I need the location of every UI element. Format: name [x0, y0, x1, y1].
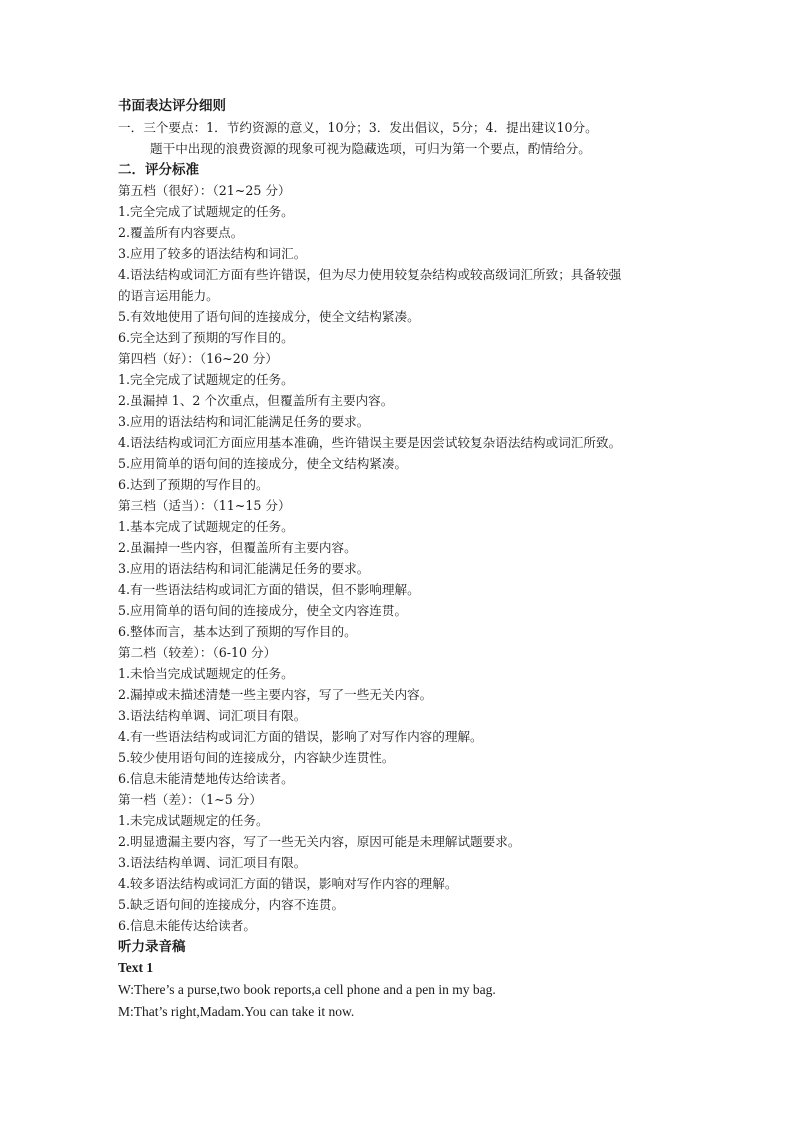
grade-5-item: 6.完全达到了预期的写作目的。 — [118, 330, 294, 345]
grade-2-heading: 第二档（较差）：（6-10 分） — [118, 645, 277, 660]
section-2-heading: 二．评分标准 — [118, 162, 199, 178]
grade-4-item: 3.应用的语法结构和词汇能满足任务的要求。 — [118, 414, 370, 429]
grade-4-item: 6.达到了预期的写作目的。 — [118, 477, 269, 492]
grade-5-item: 1.完全完成了试题规定的任务。 — [118, 204, 294, 219]
grade-2-item: 5.较少使用语句间的连接成分，内容缺少连贯性。 — [118, 750, 395, 765]
listening-title: 听力录音稿 — [118, 939, 186, 955]
section-1-points: 一．三个要点：1．节约资源的意义，10分；3．发出倡议，5分；4．提出建议10分。 — [118, 120, 598, 135]
grade-5-item: 5.有效地使用了语句间的连接成分，使全文结构紧凑。 — [118, 309, 420, 324]
section-1-note: 题干中出现的浪费资源的现象可视为隐藏选项，可归为第一个要点，酌情给分。 — [150, 141, 591, 156]
grade-2-item: 2.漏掉或未描述清楚一些主要内容，写了一些无关内容。 — [118, 687, 433, 702]
grade-4-heading: 第四档（好）：（16~20 分） — [118, 351, 278, 366]
grade-5-item-cont: 的语言运用能力。 — [118, 288, 219, 303]
grade-3-item: 6.整体而言，基本达到了预期的写作目的。 — [118, 624, 357, 639]
grade-4-item: 1.完全完成了试题规定的任务。 — [118, 372, 294, 387]
grade-5-heading: 第五档（很好）：（21~25 分） — [118, 183, 291, 198]
dialogue-line: M:That’s right,Madam.You can take it now. — [118, 1004, 355, 1019]
writing-title: 书面表达评分细则 — [118, 98, 226, 114]
grade-4-item: 5.应用简单的语句间的连接成分，使全文结构紧凑。 — [118, 456, 408, 471]
grade-5-item: 2.覆盖所有内容要点。 — [118, 225, 244, 240]
grade-5-item: 3.应用了较多的语法结构和词汇。 — [118, 246, 307, 261]
grade-3-item: 2.虽漏掉一些内容，但覆盖所有主要内容。 — [118, 540, 357, 555]
grade-2-item: 3.语法结构单调、词汇项目有限。 — [118, 708, 307, 723]
grade-1-item: 6.信息未能传达给读者。 — [118, 918, 256, 933]
grade-1-heading: 第一档（差）：（1~5 分） — [118, 792, 262, 807]
grade-3-item: 3.应用的语法结构和词汇能满足任务的要求。 — [118, 561, 370, 576]
text-1-title: Text 1 — [118, 960, 154, 975]
grade-3-heading: 第三档（适当）：（11~15 分） — [118, 498, 291, 513]
grade-4-item: 4.语法结构或词汇方面应用基本准确，些许错误主要是因尝试较复杂语法结构或词汇所致。 — [118, 435, 622, 450]
grade-3-item: 4.有一些语法结构或词汇方面的错误，但不影响理解。 — [118, 582, 420, 597]
grade-2-item: 4.有一些语法结构或词汇方面的错误，影响了对写作内容的理解。 — [118, 729, 483, 744]
grade-3-item: 5.应用简单的语句间的连接成分，使全文内容连贯。 — [118, 603, 408, 618]
grade-1-item: 1.未完成试题规定的任务。 — [118, 813, 269, 828]
grade-1-item: 4.较多语法结构或词汇方面的错误，影响对写作内容的理解。 — [118, 876, 458, 891]
grade-1-item: 3.语法结构单调、词汇项目有限。 — [118, 855, 307, 870]
grade-1-item: 5.缺乏语句间的连接成分，内容不连贯。 — [118, 897, 345, 912]
grade-5-item: 4.语法结构或词汇方面有些许错误，但为尽力使用较复杂结构或较高级词汇所致；具备较强 — [118, 267, 622, 282]
grade-2-item: 6.信息未能清楚地传达给读者。 — [118, 771, 294, 786]
grade-4-item: 2.虽漏掉 1、2 个次重点，但覆盖所有主要内容。 — [118, 393, 394, 408]
grade-1-item: 2.明显遗漏主要内容，写了一些无关内容，原因可能是未理解试题要求。 — [118, 834, 521, 849]
grade-3-item: 1.基本完成了试题规定的任务。 — [118, 519, 294, 534]
dialogue-line: W:There’s a purse,two book reports,a cell phone and a pen in my bag. — [118, 982, 496, 997]
grade-2-item: 1.未恰当完成试题规定的任务。 — [118, 666, 294, 681]
